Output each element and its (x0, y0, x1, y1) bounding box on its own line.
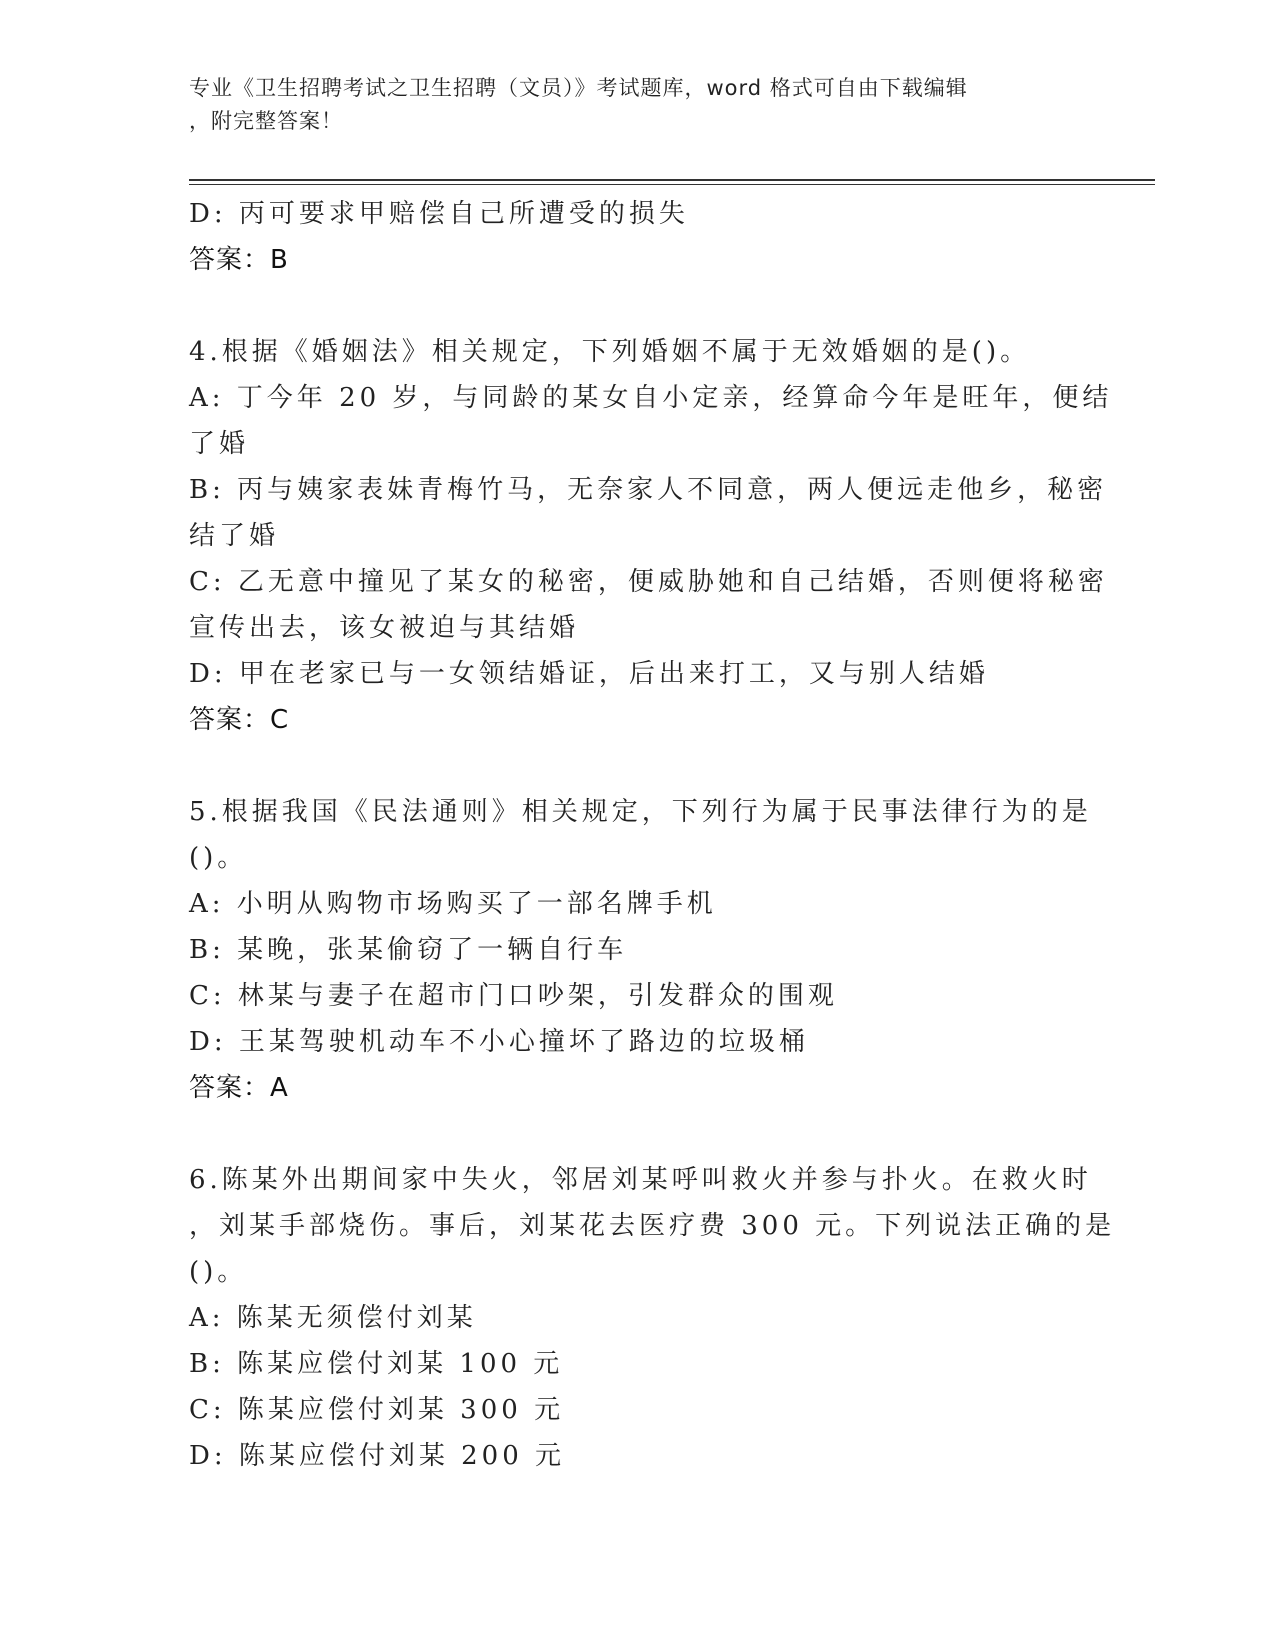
option-a: A: 小明从购物市场购买了一部名牌手机 (189, 889, 717, 919)
header-line: ，附完整答案！ (189, 109, 343, 133)
answer: 答案：A (189, 1073, 289, 1103)
option-b: B: 某晚，张某偷窃了一辆自行车 (189, 935, 628, 965)
document-header (189, 72, 1069, 138)
option-d: D: 王某驾驶机动车不小心撞坏了路边的垃圾桶 (189, 1027, 809, 1057)
question-6 (189, 1157, 1116, 1479)
option-d: D: 甲在老家已与一女领结婚证，后出来打工，又与别人结婚 (189, 659, 989, 689)
question-3-tail (189, 191, 1089, 283)
option-a: A: 陈某无须偿付刘某 (189, 1303, 477, 1333)
question-stem-cont: ，刘某手部烧伤。事后，刘某花去医疗费 300 元。下列说法正确的是 (189, 1211, 1116, 1241)
question-stem: 6.陈某外出期间家中失火，邻居刘某呼叫救火并参与扑火。在救火时 (189, 1165, 1092, 1195)
option-a-cont: 了婚 (189, 429, 250, 459)
question-stem-cont: ()。 (189, 1257, 248, 1287)
option-b: B: 陈某应偿付刘某 100 元 (189, 1349, 564, 1379)
option-a: A: 丁今年 20 岁，与同龄的某女自小定亲，经算命今年是旺年，便结 (189, 383, 1113, 413)
option-b-cont: 结了婚 (189, 521, 280, 551)
header-line: 专业《卫生招聘考试之卫生招聘（文员）》考试题库，word 格式可自由下载编辑 (189, 76, 968, 100)
header-rule (189, 179, 1155, 181)
question-4 (189, 329, 1113, 743)
option-c: C: 林某与妻子在超市门口吵架，引发群众的围观 (189, 981, 838, 1011)
question-5 (189, 789, 1092, 1111)
question-stem: 5.根据我国《民法通则》相关规定，下列行为属于民事法律行为的是 (189, 797, 1092, 827)
option-c-cont: 宣传出去，该女被迫与其结婚 (189, 613, 580, 643)
option-b: B: 丙与姨家表妹青梅竹马，无奈家人不同意，两人便远走他乡，秘密 (189, 475, 1108, 505)
question-stem-cont: ()。 (189, 843, 248, 873)
answer: 答案：B (189, 245, 289, 275)
document-body (189, 191, 1116, 1479)
option-c: C: 乙无意中撞见了某女的秘密，便威胁她和自己结婚，否则便将秘密 (189, 567, 1108, 597)
option-d: D: 丙可要求甲赔偿自己所遭受的损失 (189, 199, 689, 229)
header-rule-thin (189, 184, 1155, 185)
answer: 答案：C (189, 705, 290, 735)
option-c: C: 陈某应偿付刘某 300 元 (189, 1395, 565, 1425)
option-d: D: 陈某应偿付刘某 200 元 (189, 1441, 566, 1471)
question-stem: 4.根据《婚姻法》相关规定，下列婚姻不属于无效婚姻的是()。 (189, 337, 1031, 367)
